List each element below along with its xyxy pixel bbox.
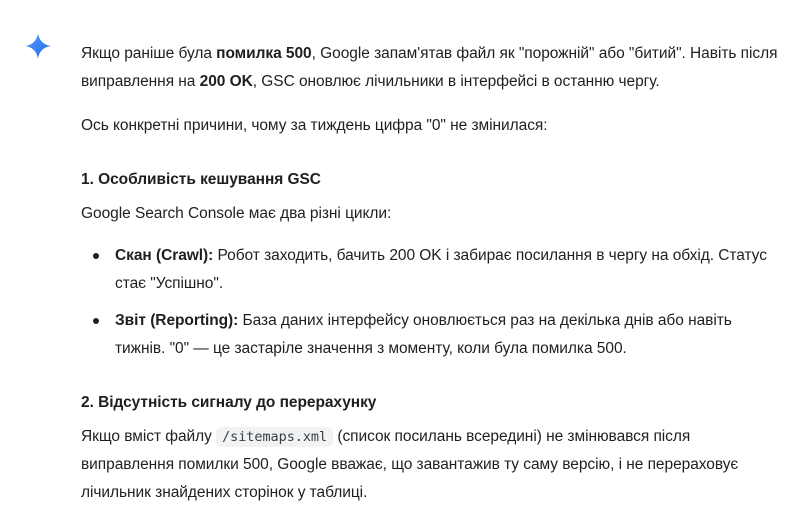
- cycle-list: [81, 242, 781, 363]
- inline-code-sitemap: /sitemaps.xml: [216, 427, 333, 447]
- section-2-text-1: Якщо вміст файлу: [81, 428, 217, 445]
- gemini-sparkle-icon: [25, 33, 51, 59]
- intro-text-2: , Google запам'ятав файл як "порожній" або "битий". Навіть після виправлення на: [81, 45, 778, 90]
- list-item-text: База даних інтерфейсу оновлюється раз на декілька днів або навіть тижнів. "0" — це застаріле значення з моменту, коли була помилка 500.: [115, 312, 732, 357]
- intro-text-1: Якщо раніше була: [81, 45, 217, 62]
- assistant-response: [81, 40, 781, 507]
- intro-text-3: , GSC оновлює лічильники в інтерфейсі в останню чергу.: [252, 73, 660, 90]
- list-item-text: Робот заходить, бачить 200 OK і забирає посилання в чергу на обхід. Статус стає "Успішно".: [115, 247, 767, 292]
- list-item-label: Скан (Crawl):: [115, 247, 214, 264]
- list-item: [115, 307, 781, 363]
- section-1-paragraph: Google Search Console має два різні цикли:: [81, 205, 392, 222]
- intro-bold-ok: 200 OK: [199, 73, 253, 90]
- section-1-heading: 1. Особливість кешування GSC: [81, 171, 321, 188]
- intro-bold-error: помилка 500: [216, 45, 312, 62]
- list-item: [115, 242, 781, 298]
- list-item-label: Звіт (Reporting):: [115, 312, 239, 329]
- section-2-text-2: (список посилань всередині) не змінювався після виправлення помилки 500, Google вважає, що завантажив ту саму версію, і не перераховує лічильник знайдених сторінок у таблиці.: [81, 428, 739, 501]
- reasons-intro: Ось конкретні причини, чому за тиждень цифра "0" не змінилася:: [81, 117, 548, 134]
- section-2-heading: 2. Відсутність сигналу до перерахунку: [81, 394, 377, 411]
- intro-paragraph: [81, 40, 781, 96]
- section-2-paragraph: [81, 423, 781, 507]
